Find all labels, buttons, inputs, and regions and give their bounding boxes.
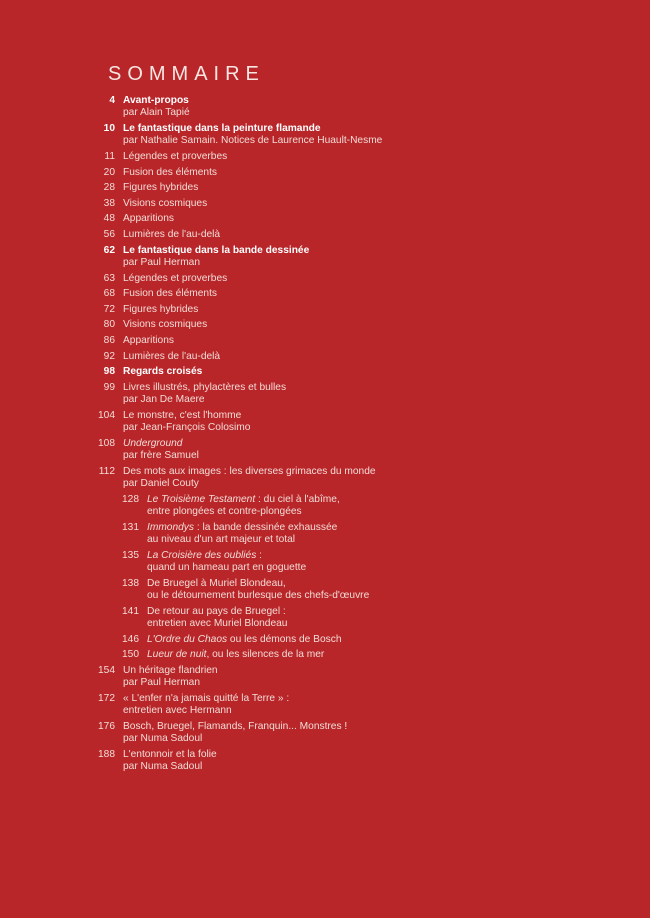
toc-page-number: 92	[103, 350, 115, 362]
toc-entry-title-italic: L'Ordre du Chaos	[147, 633, 228, 645]
toc-entry-title-text: Lumières de l'au-delà	[123, 228, 221, 240]
toc-entry	[0, 95, 650, 120]
toc-entry-author: par Numa Sadoul	[123, 761, 203, 773]
toc-entry-body	[123, 304, 650, 316]
toc-entry	[0, 167, 650, 179]
toc-entry	[0, 550, 650, 575]
toc-entry-title	[147, 606, 650, 618]
toc-entry-title	[123, 198, 650, 210]
toc-page-number: 62	[103, 244, 115, 256]
toc-entry-title-text: De Bruegel à Muriel Blondeau,	[147, 577, 286, 589]
toc-page-number: 28	[103, 182, 115, 194]
toc-entry	[0, 335, 650, 347]
toc-entry-title	[123, 693, 650, 705]
toc-entry-title	[123, 382, 650, 394]
toc-entry	[0, 198, 650, 210]
toc-entry-body	[123, 95, 650, 120]
toc-entry-title-text: Lumières de l'au-delà	[123, 350, 221, 362]
toc-entry-title-italic: Le Troisième Testament	[147, 493, 256, 505]
toc-entry-title	[123, 366, 650, 378]
toc-entry-title-continued: entre plongées et contre-plongées	[147, 506, 302, 518]
toc-entry-body	[123, 288, 650, 300]
toc-entry-body	[123, 693, 650, 718]
toc-entry-title-text: Bosch, Bruegel, Flamands, Franquin... Monstres !	[123, 720, 348, 732]
toc-entry-author: par frère Samuel	[123, 450, 199, 462]
toc-entry-title-text: Fusion des éléments	[123, 166, 218, 178]
toc-page-number: 11	[104, 151, 115, 162]
toc-entry-author: par Alain Tapié	[123, 107, 190, 119]
toc-entry-title	[123, 410, 650, 422]
toc-entry	[0, 319, 650, 331]
toc-entry-body	[123, 366, 650, 378]
toc-entry-title	[123, 721, 650, 733]
toc-entry	[0, 245, 650, 270]
toc-page-number: 128	[122, 493, 139, 505]
toc-entry-body	[123, 319, 650, 331]
toc-entry-title-continued: au niveau d'un art majeur et total	[147, 534, 296, 546]
toc-entry-title-text: Le fantastique dans la bande dessinée	[123, 244, 310, 256]
toc-entry-author: par Nathalie Samain. Notices de Laurence Huault-Nesme	[123, 135, 383, 147]
toc-page-number: 4	[109, 95, 115, 106]
toc-entry	[0, 229, 650, 241]
toc-entry-title-text: Légendes et proverbes	[123, 272, 228, 284]
toc-entry	[0, 182, 650, 194]
toc-entry-title-text: Fusion des éléments	[123, 288, 218, 300]
toc-entry-title	[123, 182, 650, 194]
toc-entry	[0, 438, 650, 463]
toc-entry-title-text: De retour au pays de Bruegel :	[147, 605, 286, 617]
toc-entry-body	[147, 550, 650, 575]
toc-entry	[0, 494, 650, 519]
toc-entry-title-italic: La Croisière des oubliés	[147, 549, 257, 561]
toc-page-number: 99	[103, 381, 115, 393]
toc-entry	[0, 382, 650, 407]
toc-entry-author: par Daniel Couty	[123, 478, 199, 490]
toc-page-number: 176	[98, 720, 115, 732]
toc-entry	[0, 288, 650, 300]
toc-entry	[0, 213, 650, 225]
toc-entry-author: par Paul Herman	[123, 677, 201, 689]
toc-entry-body	[147, 522, 650, 547]
toc-page-number: 38	[103, 197, 115, 209]
toc-entry-body	[123, 182, 650, 194]
toc-entry	[0, 665, 650, 690]
toc-page-number: 138	[122, 577, 139, 589]
toc-entry-title-italic: Underground	[123, 437, 183, 449]
toc-entry-title-text: Apparitions	[123, 334, 174, 346]
toc-entry	[0, 693, 650, 718]
toc-entry-title-text: Légendes et proverbes	[123, 151, 228, 162]
toc-page-number: 131	[122, 521, 139, 533]
toc-entry-title	[123, 351, 650, 363]
toc-entry	[0, 634, 650, 646]
toc-entry-body	[147, 494, 650, 519]
toc-entry-author: par Jan De Maere	[123, 394, 205, 406]
toc-entry-title-continued: ou le détournement burlesque des chefs-d'œuvre	[147, 590, 370, 602]
toc-entry-title	[123, 304, 650, 316]
toc-entry-title-text: Visions cosmiques	[123, 197, 208, 209]
toc-entry-title-text: Avant-propos	[123, 95, 189, 106]
toc-entry-title	[123, 229, 650, 241]
toc-entry-title	[123, 749, 650, 761]
toc-entry-title	[123, 319, 650, 331]
toc-entry-title	[147, 522, 650, 534]
toc-entry	[0, 304, 650, 316]
toc-page-number: 86	[103, 334, 115, 346]
toc-entry-title-continued: entretien avec Muriel Blondeau	[147, 618, 288, 630]
toc-entry-title	[147, 550, 650, 562]
toc-entry-title-text: Un héritage flandrien	[123, 664, 218, 676]
toc-page-number: 20	[103, 166, 115, 178]
toc-entry-body	[123, 382, 650, 407]
toc-entry-title-text: : la bande dessinée exhaussée	[194, 521, 338, 533]
toc-entry-title	[123, 123, 650, 135]
toc-page-number: 98	[103, 366, 115, 378]
toc-page-number: 135	[122, 549, 139, 561]
toc-entry	[0, 721, 650, 746]
toc-entry-title	[123, 95, 650, 107]
toc-entry-title	[123, 288, 650, 300]
toc-entry-body	[147, 578, 650, 603]
toc-entry-title-text: Visions cosmiques	[123, 319, 208, 331]
toc-page-number: 72	[103, 303, 115, 315]
toc-entry-title-text: Des mots aux images : les diverses grimaces du monde	[123, 465, 376, 477]
toc-page-number: 154	[98, 664, 115, 676]
toc-entry-body	[123, 167, 650, 179]
toc-entry-title	[123, 335, 650, 347]
toc-entry-title	[123, 167, 650, 179]
toc-page-number: 68	[103, 288, 115, 300]
toc-entry-title	[147, 649, 650, 661]
toc-page-number: 63	[103, 272, 115, 284]
toc-page-number: 172	[98, 692, 115, 704]
toc-entry-author: par Numa Sadoul	[123, 733, 203, 745]
toc-entry-title	[123, 438, 650, 450]
toc-entry-title-text: Figures hybrides	[123, 182, 199, 194]
toc-entry	[0, 273, 650, 285]
toc-page-number: 108	[98, 437, 115, 449]
toc-entry-author: par Paul Herman	[123, 256, 201, 268]
toc-entry	[0, 578, 650, 603]
toc-page-number: 141	[122, 605, 139, 617]
toc-entry	[0, 351, 650, 363]
toc-entry-title-text: Regards croisés	[123, 366, 203, 378]
toc-entry-title	[123, 466, 650, 478]
toc-entry-body	[147, 634, 650, 646]
toc-entry-title-text: « L'enfer n'a jamais quitté la Terre » :	[123, 692, 290, 704]
toc-entry-title-text: Apparitions	[123, 213, 174, 225]
toc-entry-body	[123, 245, 650, 270]
table-of-contents	[0, 95, 650, 777]
toc-entry-title-text: : du ciel à l'abîme,	[255, 493, 340, 505]
toc-entry-body	[123, 749, 650, 774]
toc-entry-body	[123, 151, 650, 163]
toc-entry	[0, 151, 650, 163]
toc-entry	[0, 522, 650, 547]
toc-entry-title	[123, 213, 650, 225]
toc-entry-title-text: :	[256, 549, 262, 561]
toc-page-number: 188	[98, 748, 115, 760]
toc-entry-title	[147, 578, 650, 590]
toc-page-number: 80	[103, 319, 115, 331]
toc-entry-body	[123, 438, 650, 463]
toc-entry-body	[147, 606, 650, 631]
toc-entry-title-text: ou les démons de Bosch	[227, 633, 342, 645]
toc-entry-author: entretien avec Hermann	[123, 705, 232, 717]
toc-entry-title-text: L'entonnoir et la folie	[123, 748, 217, 760]
toc-entry-body	[123, 721, 650, 746]
toc-entry-title-continued: quand un hameau part en goguette	[147, 562, 307, 574]
toc-entry-body	[123, 198, 650, 210]
toc-entry-title	[123, 245, 650, 257]
toc-page-number: 146	[122, 633, 139, 645]
toc-entry-title-italic: Lueur de nuit	[147, 649, 207, 661]
toc-entry-title	[147, 494, 650, 506]
toc-page-number: 56	[103, 228, 115, 240]
toc-entry-title-text: Le monstre, c'est l'homme	[123, 409, 242, 421]
toc-entry-body	[123, 665, 650, 690]
toc-entry-title-text: , ou les silences de la mer	[206, 649, 325, 661]
toc-entry	[0, 366, 650, 378]
toc-entry-title-text: Le fantastique dans la peinture flamande	[123, 123, 321, 134]
page-title: SOMMAIRE	[108, 63, 265, 86]
toc-page-number: 10	[103, 123, 115, 134]
toc-entry	[0, 410, 650, 435]
toc-entry-title	[123, 665, 650, 677]
toc-entry-body	[123, 351, 650, 363]
toc-entry-title-italic: Immondys	[147, 521, 194, 533]
toc-page-number: 104	[98, 409, 115, 421]
toc-page-number: 48	[103, 213, 115, 225]
toc-entry-title-text: Livres illustrés, phylactères et bulles	[123, 381, 287, 393]
toc-page-number: 150	[122, 649, 139, 661]
toc-entry-body	[123, 466, 650, 491]
toc-entry-body	[123, 123, 650, 148]
toc-entry	[0, 749, 650, 774]
toc-entry	[0, 649, 650, 661]
toc-entry-title	[123, 151, 650, 163]
toc-entry-title	[147, 634, 650, 646]
toc-entry-body	[123, 213, 650, 225]
toc-entry-body	[123, 273, 650, 285]
toc-entry-body	[123, 335, 650, 347]
toc-entry	[0, 606, 650, 631]
toc-entry-body	[123, 229, 650, 241]
toc-page-number: 112	[98, 465, 115, 477]
toc-entry	[0, 123, 650, 148]
toc-entry-body	[123, 410, 650, 435]
toc-entry-title-text: Figures hybrides	[123, 303, 199, 315]
toc-entry-author: par Jean-François Colosimo	[123, 422, 251, 434]
toc-entry-title	[123, 273, 650, 285]
toc-entry	[0, 466, 650, 491]
toc-entry-body	[147, 649, 650, 661]
